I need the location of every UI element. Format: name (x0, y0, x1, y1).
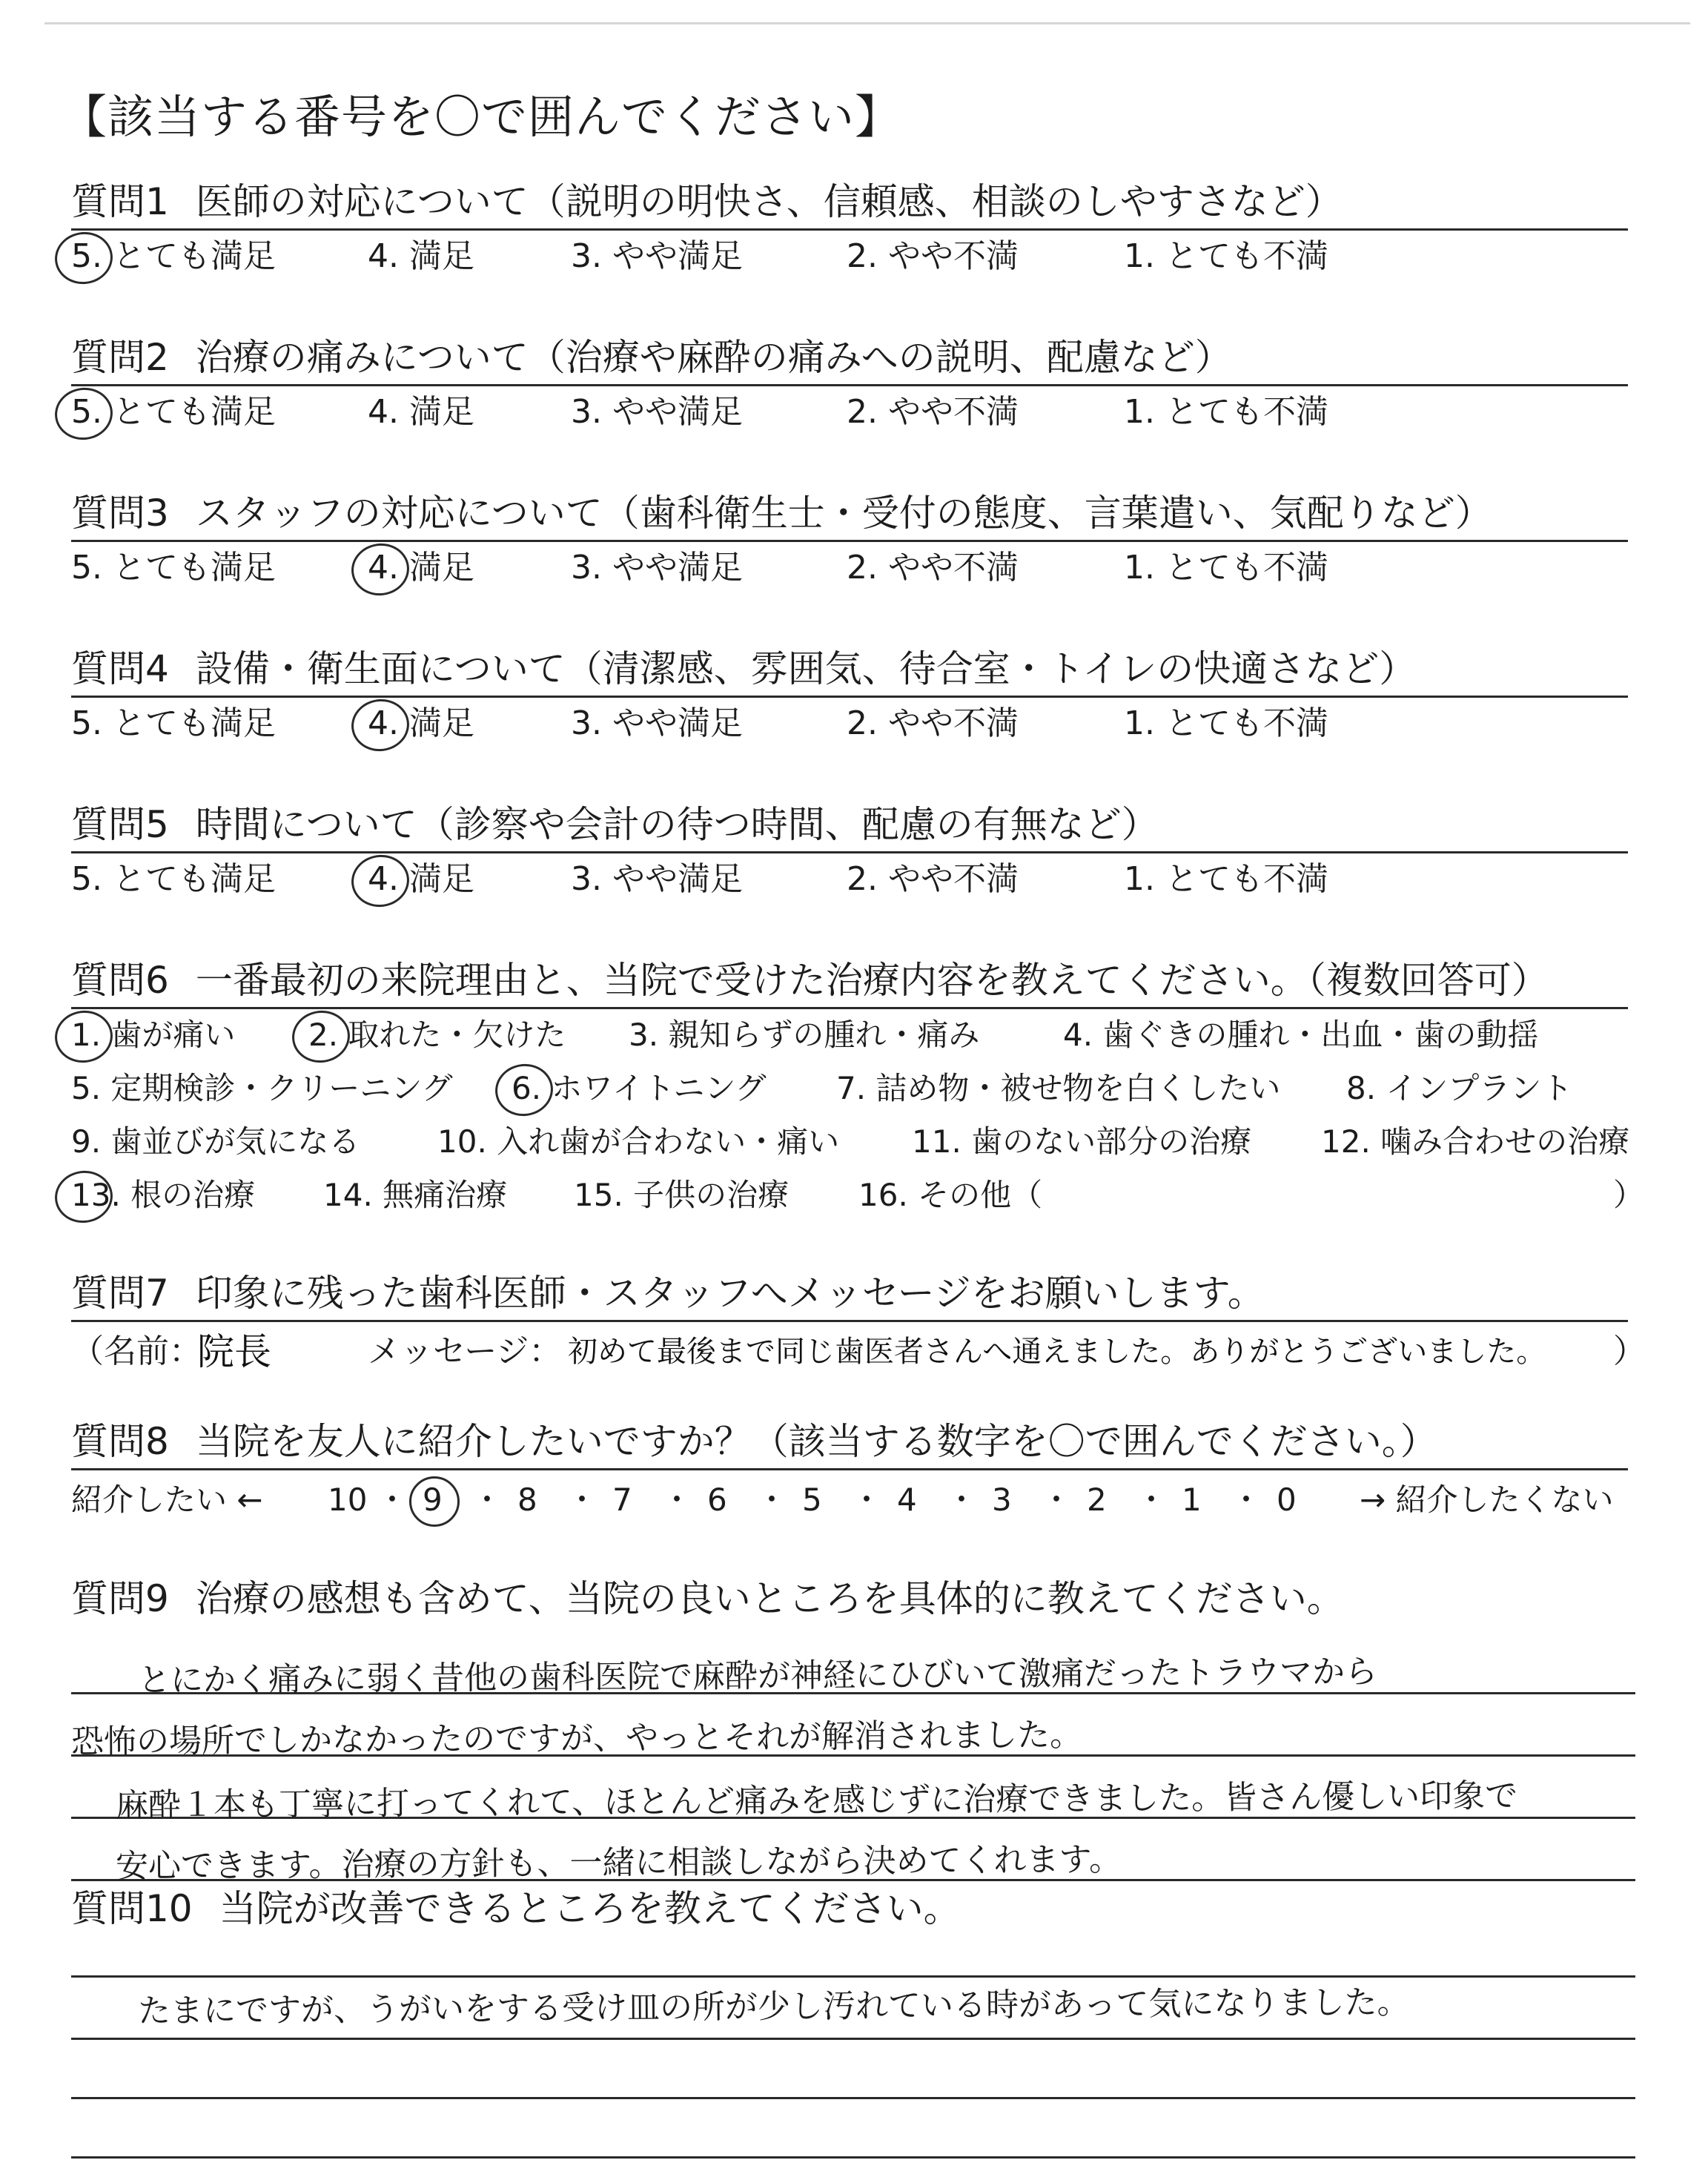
option-10[interactable]: 10. 入れ歯が合わない・痛い (437, 1123, 840, 1160)
answer-line (71, 2097, 1635, 2099)
question-2 (71, 332, 1628, 438)
answer-line (71, 2156, 1635, 2159)
selection-circle (409, 1476, 460, 1527)
answer-text-line[interactable]: たまにですが、うがいをする受け皿の所が少し汚れている時があって気になりました。 (137, 1984, 1410, 2030)
option-16-close: ） (1613, 1177, 1645, 1213)
option-13[interactable]: 13. 根の治療 (71, 1169, 255, 1221)
option-5[interactable]: 5. とても満足 (71, 231, 276, 283)
answer-text-line[interactable]: 安心できます。治療の方針も、一緒に相談しながら決めてくれます。 (115, 1840, 1122, 1886)
question-title: 質問8 当院を友人に紹介したいですか？（該当する数字を〇で囲んでください。） (71, 1420, 1437, 1463)
scale-value-3[interactable]: 3 (992, 1482, 1012, 1518)
option-4[interactable]: 4. 歯ぐきの腫れ・出血・歯の動揺 (1063, 1017, 1539, 1053)
scale-separator: ・ (377, 1482, 408, 1518)
question-3 (71, 488, 1628, 594)
name-value[interactable]: 院長 (197, 1330, 271, 1373)
answer-text-line[interactable]: 恐怖の場所でしかなかったのですが、やっとそれが解消されました。 (70, 1716, 1083, 1761)
scale-value-5[interactable]: 5 (802, 1482, 822, 1518)
answer-area (71, 1934, 1628, 2156)
option-2[interactable]: 2. やや不満 (847, 549, 1019, 587)
message-value[interactable]: 初めて最後まで同じ歯医者さんへ通えました。ありがとうございました。 (568, 1335, 1546, 1369)
scale-separator: ・ (566, 1482, 598, 1518)
rating-options (71, 698, 1628, 750)
question-4 (71, 644, 1628, 750)
answer-area (71, 1624, 1628, 1913)
scale-value-9[interactable]: 9 (423, 1470, 443, 1530)
option-4[interactable]: 4. 満足 (368, 698, 474, 750)
question-9 (71, 1573, 1628, 1913)
scale-separator: ・ (661, 1482, 693, 1518)
option-3[interactable]: 3. やや満足 (571, 549, 743, 587)
message-label: メッセージ： (368, 1332, 562, 1370)
recommend-scale (71, 1470, 1628, 1530)
rating-options (71, 853, 1628, 905)
option-2[interactable]: 2. やや不満 (847, 704, 1019, 742)
scale-value-4[interactable]: 4 (897, 1482, 917, 1518)
option-9[interactable]: 9. 歯並びが気になる (71, 1123, 360, 1160)
question-8 (71, 1416, 1628, 1530)
question-title: 質問3 スタッフの対応について（歯科衛生士・受付の態度、言葉遣い、気配りなど） (71, 492, 1492, 535)
option-3[interactable]: 3. 親知らずの腫れ・痛み (629, 1017, 980, 1053)
option-5[interactable]: 5. 定期検診・クリーニング (71, 1070, 453, 1106)
option-2[interactable]: 2. 取れた・欠けた (308, 1009, 566, 1061)
option-2[interactable]: 2. やや不満 (847, 860, 1019, 898)
question-6 (71, 955, 1645, 1224)
option-1[interactable]: 1. とても不満 (1124, 704, 1328, 742)
rating-options (71, 231, 1628, 283)
option-8[interactable]: 8. インプラント (1346, 1070, 1573, 1106)
selection-circle (289, 1007, 354, 1066)
question-title: 質問9 治療の感想も含めて、当院の良いところを具体的に教えてください。 (71, 1577, 1344, 1620)
option-5[interactable]: 5. とても満足 (71, 549, 276, 587)
page-title: 【該当する番号を〇で囲んでください】 (61, 90, 902, 144)
scale-left-label: 紹介したい ← (71, 1482, 263, 1518)
option-12[interactable]: 12. 噛み合わせの治療 (1321, 1123, 1630, 1160)
selection-circle (492, 1060, 557, 1120)
message-close: ） (1613, 1332, 1646, 1370)
option-3[interactable]: 3. やや満足 (571, 237, 743, 275)
selection-circle (52, 1007, 116, 1066)
question-10 (71, 1883, 1628, 2156)
rating-options (71, 542, 1628, 594)
scale-right-label: → 紹介したくない (1360, 1482, 1614, 1518)
answer-text-line[interactable]: 麻酔１本も丁寧に打ってくれて、ほとんど痛みを感じずに治療できました。皆さん優しい印象で (115, 1777, 1518, 1825)
question-title: 質問10 当院が改善できるところを教えてください。 (71, 1887, 961, 1930)
option-3[interactable]: 3. やや満足 (571, 393, 743, 431)
scale-value-6[interactable]: 6 (707, 1482, 727, 1518)
scale-separator: ・ (946, 1482, 978, 1518)
option-1[interactable]: 1. 歯が痛い (71, 1009, 235, 1061)
option-2[interactable]: 2. やや不満 (847, 237, 1019, 275)
scale-separator: ・ (1231, 1482, 1262, 1518)
name-label: （名前： (71, 1332, 202, 1370)
question-1 (71, 176, 1628, 283)
option-4[interactable]: 4. 満足 (368, 853, 474, 905)
scale-separator: ・ (756, 1482, 788, 1518)
scale-value-7[interactable]: 7 (612, 1482, 632, 1518)
scale-value-10[interactable]: 10 (328, 1482, 368, 1518)
question-title: 質問6 一番最初の来院理由と、当院で受けた治療内容を教えてください。（複数回答可） (71, 959, 1549, 1002)
top-border (44, 22, 1690, 24)
option-4[interactable]: 4. 満足 (368, 237, 474, 275)
option-11[interactable]: 11. 歯のない部分の治療 (912, 1123, 1252, 1160)
option-7[interactable]: 7. 詰め物・被せ物を白くしたい (836, 1070, 1281, 1106)
option-1[interactable]: 1. とても不満 (1124, 549, 1328, 587)
option-5[interactable]: 5. とても満足 (71, 860, 276, 898)
question-title: 質問7 印象に残った歯科医師・スタッフへメッセージをお願いします。 (71, 1272, 1265, 1315)
option-16[interactable]: 16. その他（ (858, 1177, 1043, 1213)
scale-separator: ・ (851, 1482, 883, 1518)
answer-line (71, 2038, 1635, 2040)
option-14[interactable]: 14. 無痛治療 (323, 1177, 508, 1213)
option-1[interactable]: 1. とても不満 (1124, 393, 1328, 431)
scale-value-1[interactable]: 1 (1182, 1482, 1202, 1518)
question-title: 質問4 設備・衛生面について（清潔感、雰囲気、待合室・トイレの快適さなど） (71, 647, 1417, 690)
option-4[interactable]: 4. 満足 (368, 393, 474, 431)
rating-options (71, 386, 1628, 438)
option-2[interactable]: 2. やや不満 (847, 393, 1019, 431)
scale-value-2[interactable]: 2 (1087, 1482, 1107, 1518)
option-5[interactable]: 5. とても満足 (71, 386, 276, 438)
option-15[interactable]: 15. 子供の治療 (574, 1177, 790, 1213)
scale-separator: ・ (471, 1482, 503, 1518)
treatment-options (71, 1009, 1645, 1224)
question-title: 質問2 治療の痛みについて（治療や麻酔の痛みへの説明、配慮など） (71, 336, 1232, 379)
question-title: 質問5 時間について（診察や会計の待つ時間、配慮の有無など） (71, 803, 1159, 846)
option-5[interactable]: 5. とても満足 (71, 704, 276, 742)
question-title: 質問1 医師の対応について（説明の明快さ、信頼感、相談のしやすさなど） (71, 180, 1343, 223)
option-3[interactable]: 3. やや満足 (571, 704, 743, 742)
message-row (71, 1322, 1646, 1381)
question-7 (71, 1268, 1646, 1381)
scale-separator: ・ (1136, 1482, 1168, 1518)
scale-separator: ・ (1041, 1482, 1073, 1518)
option-3[interactable]: 3. やや満足 (571, 860, 743, 898)
option-4[interactable]: 4. 満足 (368, 542, 474, 594)
scale-value-0[interactable]: 0 (1277, 1482, 1297, 1518)
option-6[interactable]: 6. ホワイトニング (512, 1063, 767, 1114)
scale-value-8[interactable]: 8 (517, 1482, 537, 1518)
selection-circle (52, 1167, 116, 1226)
answer-text-line[interactable]: とにかく痛みに弱く昔他の歯科医院で麻酔が神経にひびいて激痛だったトラウマから (137, 1653, 1378, 1700)
question-5 (71, 799, 1628, 905)
option-1[interactable]: 1. とても不満 (1124, 237, 1328, 275)
option-1[interactable]: 1. とても不満 (1124, 860, 1328, 898)
